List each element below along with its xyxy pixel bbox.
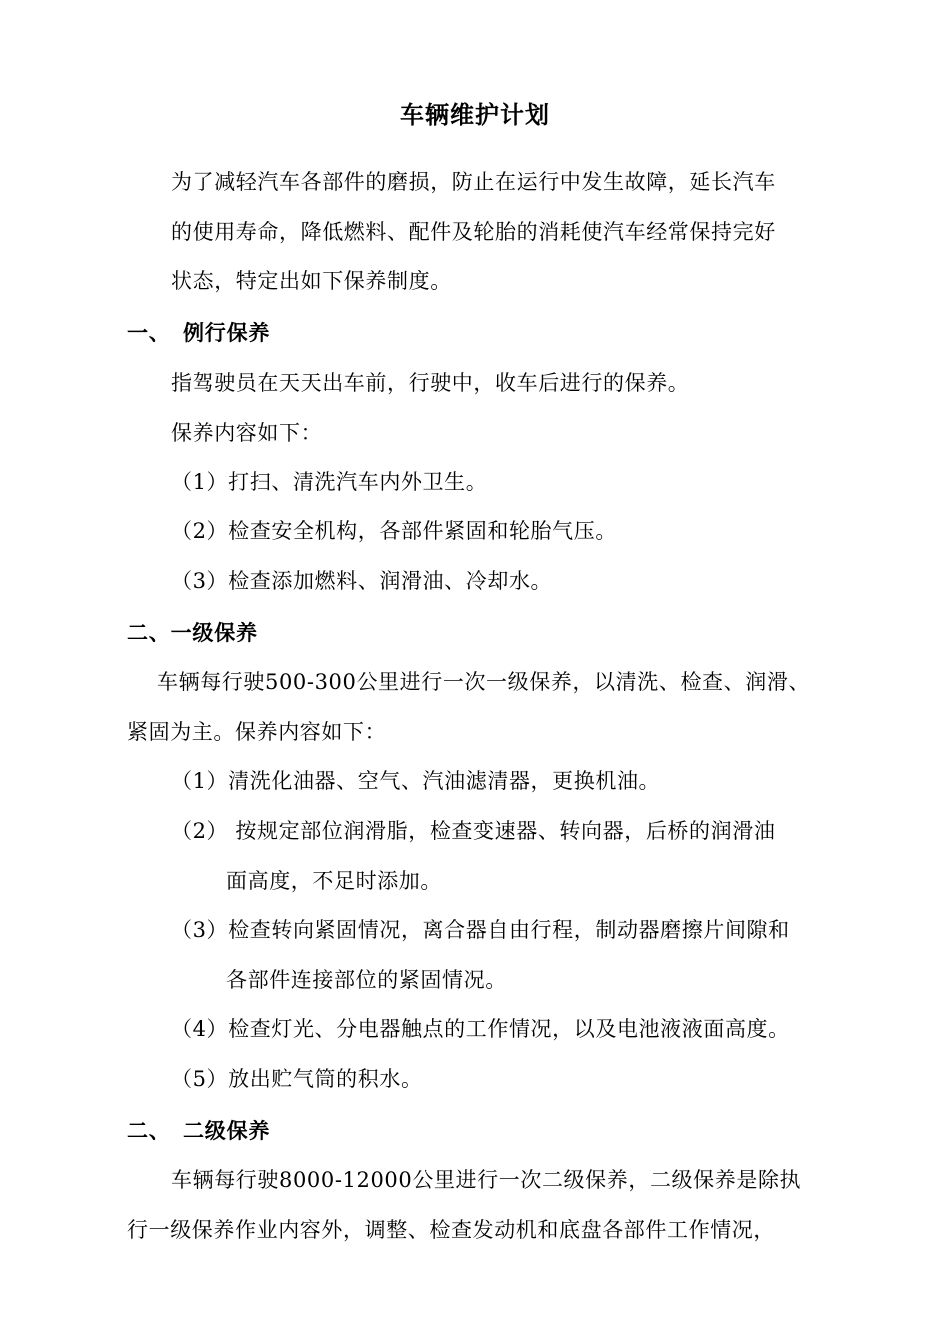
- section-1-item-1: （1）打扫、清洗汽车内外卫生。: [171, 470, 488, 494]
- section-1-title: 例行保养: [183, 321, 271, 345]
- section-2-item-4: （4）检查灯光、分电器触点的工作情况，以及电池液液面高度。: [171, 1017, 790, 1041]
- section-2-paragraph-line-2: 紧固为主。保养内容如下：: [127, 720, 387, 744]
- section-3-title: 二级保养: [183, 1119, 271, 1143]
- section-1-item-3: （3）检查添加燃料、润滑油、冷却水。: [171, 569, 553, 593]
- section-1-number: 一、: [127, 321, 171, 345]
- section-1-content-intro: 保养内容如下：: [171, 421, 323, 445]
- section-2-item-3-continued: 各部件连接部位的紧固情况。: [226, 968, 507, 992]
- section-2-item-3: （3）检查转向紧固情况，离合器自由行程，制动器磨擦片间隙和: [171, 918, 790, 942]
- section-2-item-1: （1）清洗化油器、空气、汽油滤清器，更换机油。: [171, 769, 661, 793]
- section-3-paragraph-line-2: 行一级保养作业内容外，调整、检查发动机和底盘各部件工作情况，: [127, 1218, 775, 1242]
- section-2-heading: 二、一级保养: [127, 621, 258, 645]
- section-3-heading: [127, 1118, 270, 1144]
- intro-line-2: 的使用寿命，降低燃料、配件及轮胎的消耗使汽车经常保持完好: [171, 220, 776, 244]
- intro-line-1: 为了减轻汽车各部件的磨损，防止在运行中发生故障，延长汽车: [171, 170, 776, 194]
- section-1-description: 指驾驶员在天天出车前，行驶中，收车后进行的保养。: [171, 371, 690, 395]
- section-2-paragraph-line-1: 车辆每行驶500-300公里进行一次一级保养，以清洗、检查、润滑、: [157, 670, 811, 694]
- intro-line-3: 状态，特定出如下保养制度。: [171, 269, 452, 293]
- section-2-item-5: （5）放出贮气筒的积水。: [171, 1067, 423, 1091]
- page-title: 车辆维护计划: [400, 101, 550, 129]
- section-2-item-2-continued: 面高度，不足时添加。: [226, 869, 442, 893]
- section-1-heading: [127, 320, 270, 346]
- section-1-item-2: （2）检查安全机构，各部件紧固和轮胎气压。: [171, 519, 617, 543]
- section-2-item-2: （2） 按规定部位润滑脂，检查变速器、转向器，后桥的润滑油: [171, 819, 776, 843]
- section-3-paragraph-line-1: 车辆每行驶8000-12000公里进行一次二级保养，二级保养是除执: [171, 1168, 802, 1192]
- section-3-number: 二、: [127, 1119, 171, 1143]
